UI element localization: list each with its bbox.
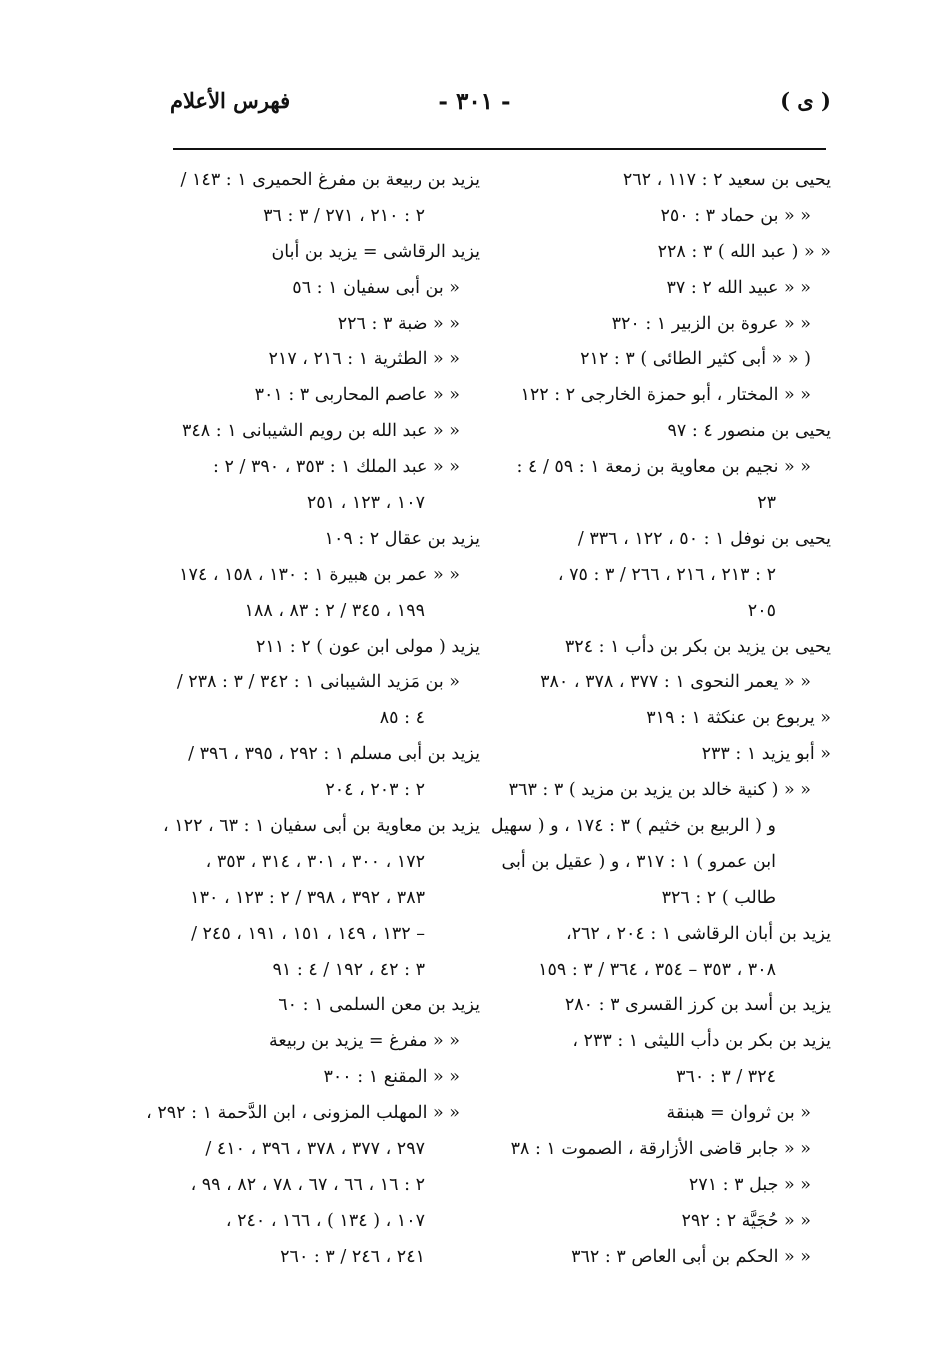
index-entry-line: ١٠٧ ، ( ١٣٤ ) ، ١٦٦ ، ٢٤٠ ، [225,1210,425,1231]
index-entry-line: يزيد الرقاشى = يزيد بن أبان [271,241,480,262]
index-entry-line: « بن مَزيد الشيبانى ١ : ٣٤٢ / ٣ : ٢٣٨ / [176,672,460,693]
index-entry-line: « « حُجَيَّة ٢ : ٢٩٢ [681,1210,811,1231]
index-entry-line: ٤ : ٨٥ [379,708,425,729]
index-entry-line: يحيى بن سعيد ٢ : ١١٧ ، ٢٦٢ [622,170,831,190]
index-entry-line: « « المهلب المزونى ، ابن الدَّحمة ١ : ٢٩٢ ، [146,1103,460,1124]
index-entry-line: ٣٨٣ ، ٣٩٢ ، ٣٩٨ / ٢ : ١٢٣ ، ١٣٠ [190,887,425,908]
index-entry-line: يزيد بن معاوية بن أبى سفيان ١ : ٦٣ ، ١٢٢ ، [163,816,480,837]
left-column [146,163,480,1276]
index-entry-line: ٢ : ٢١٠ ، ٢٧١ / ٣ : ٣٦ [263,205,425,226]
index-entry-line: « « ضبة ٣ : ٢٢٦ [337,313,460,334]
index-entry-line: يزيد بن أبى مسلم ١ : ٢٩٢ ، ٣٩٥ ، ٣٩٦ / [188,744,480,765]
index-entry-line: و ( الربيع بن خثيم ) ٣ : ١٧٤ ، و ( سهيل [490,816,776,837]
index-entry-line: « « ( كنية خالد بن يزيد بن مزيد ) ٣ : ٣٦٣ [508,780,811,801]
index-entry-line: ٣ : ٤٢ ، ١٩٢ / ٤ : ٩١ [272,959,425,980]
index-entry-line: « « جبل ٣ : ٢٧١ [688,1174,811,1195]
index-entry-line: ٢ : ٢٠٣ ، ٢٠٤ [325,780,425,801]
index-entry-line: يزيد ( مولى ابن عون ) ٢ : ٢١١ [256,636,480,657]
index-entry-line: ٢٠٥ [747,600,776,621]
index-entry-line: « بن أبى سفيان ١ : ٥٦ [292,277,460,298]
index-entry-line: ٢ : ٢١٣ ، ٢١٦ ، ٢٦٦ / ٣ : ٧٥ ، [557,564,776,585]
index-entry-line: ابن عمرو ) ١ : ٣١٧ ، و ( عقيل بن أبى [501,851,776,872]
index-entry-line: يزيد بن أبان الرقاشى ١ : ٢٠٤ ، ٢٦٢، [565,923,831,944]
index-entry-line: – ١٣٢ ، ١٤٩ ، ١٥١ ، ١٩١ ، ٢٤٥ / [191,923,425,944]
index-entry-line: « يربوع بن عنكثة ١ : ٣١٩ [646,708,831,729]
index-entry-line: ١٧٢ ، ٣٠٠ ، ٣٠١ ، ٣١٤ ، ٣٥٣ ، [205,851,425,872]
index-entry-line: « « المختار ، أبو حمزة الخارجى ٢ : ١٢٢ [520,385,811,406]
index-entry-line: « « عاصم المحاربى ٣ : ٣٠١ [254,385,460,406]
index-entry-line: يزيد بن معن السلمى ١ : ٦٠ [278,995,480,1016]
index-entry-line: « « عبيد الله ٢ : ٣٧ [666,277,811,298]
index-entry-line: طالب ) ٢ : ٣٢٦ [661,887,776,908]
index-entry-line: « « الطثرية ١ : ٢١٦ ، ٢١٧ [268,349,460,370]
index-entry-line: يحيى بن نوفل ١ : ٥٠ ، ١٢٢ ، ٣٣٦ / [577,528,831,549]
right-column [490,163,831,1276]
index-entry-line: ٢ : ١٦ ، ٦٦ ، ٦٧ ، ٧٨ ، ٨٢ ، ٩٩ ، [190,1174,425,1195]
index-entry-line: « « عبد الله بن رويم الشيبانى ١ : ٣٤٨ [181,421,460,442]
index-entry-line: « « مفرغ = يزيد بن ربيعة [269,1031,460,1052]
index-entry-line: ٣٢٤ / ٣ : ٣٦٠ [676,1067,776,1088]
index-entry-line: « « عبد الملك ١ : ٣٥٣ ، ٣٩٠ / ٢ : [213,457,460,478]
page-number: - ٣٠١ - [438,88,511,115]
index-entry-line: يحيى بن منصور ٤ : ٩٧ [667,421,831,442]
index-entry-line: « « عمر بن هبيرة ١ : ١٣٠ ، ١٥٨ ، ١٧٤ [179,564,460,585]
index-entry-line: « « الحكم بن أبى العاص ٣ : ٣٦٢ [571,1246,811,1267]
index-entry-line: ١٠٧ ، ١٢٣ ، ٢٥١ [306,493,425,514]
index-entry-line: « « نجيم بن معاوية بن زمعة ١ : ٥٩ / ٤ : [516,457,811,478]
index-entry-line: « أبو يزيد ١ : ٢٣٣ [701,744,831,765]
index-entry-line: « « جابر قاضى الأزارقة ، الصموت ١ : ٣٨ [510,1139,811,1160]
index-entry-line: ٢٤١ ، ٢٤٦ / ٣ : ٢٦٠ [280,1246,425,1267]
index-entry-line: ١٩٩ ، ٣٤٥ / ٢ : ٨٣ ، ١٨٨ [244,600,425,621]
index-entry-line: « بن ثروان = هبنقة [666,1103,811,1124]
section-letter: ( ى ) [780,88,831,113]
index-title: فهرس الأعلام [170,88,291,113]
index-entry-line: « « ( عبد الله ) ٣ : ٢٢٨ [657,241,831,262]
index-entry-line: يزيد بن أسد بن كرز القسرى ٣ : ٢٨٠ [564,995,831,1016]
index-entry-line: يزيد بن ربيعة بن مفرغ الحميرى ١ : ١٤٣ / [180,170,480,190]
index-entry-line: ٣٠٨ ، ٣٥٣ – ٣٥٤ ، ٣٦٤ / ٣ : ١٥٩ [538,959,776,980]
index-entry-line: « « المقنع ١ : ٣٠٠ [323,1067,460,1088]
index-entry-line: ٢٣ [757,493,776,514]
index-entry-line: « « يعمر النحوى ١ : ٣٧٧ ، ٣٧٨ ، ٣٨٠ [540,672,811,693]
index-entry-line: « « بن حماد ٣ : ٢٥٠ [660,205,811,226]
index-entry-line: يزيد بن بكر بن دأب الليثى ١ : ٢٣٣ ، [572,1031,831,1052]
index-entry-line: يزيد بن عقال ٢ : ١٠٩ [324,528,480,549]
index-entry-line: ( « « أبى كثير الطائى ) ٣ : ٢١٢ [580,349,811,370]
index-entry-line: يحيى بن يزيد بن بكر بن دأب ١ : ٣٢٤ [564,636,831,657]
index-entry-line: ٢٩٧ ، ٣٧٧ ، ٣٧٨ ، ٣٩٦ ، ٤١٠ / [205,1139,425,1160]
header-rule [173,148,826,150]
index-entry-line: « « عروة بن الزبير ١ : ٣٢٠ [611,313,811,334]
